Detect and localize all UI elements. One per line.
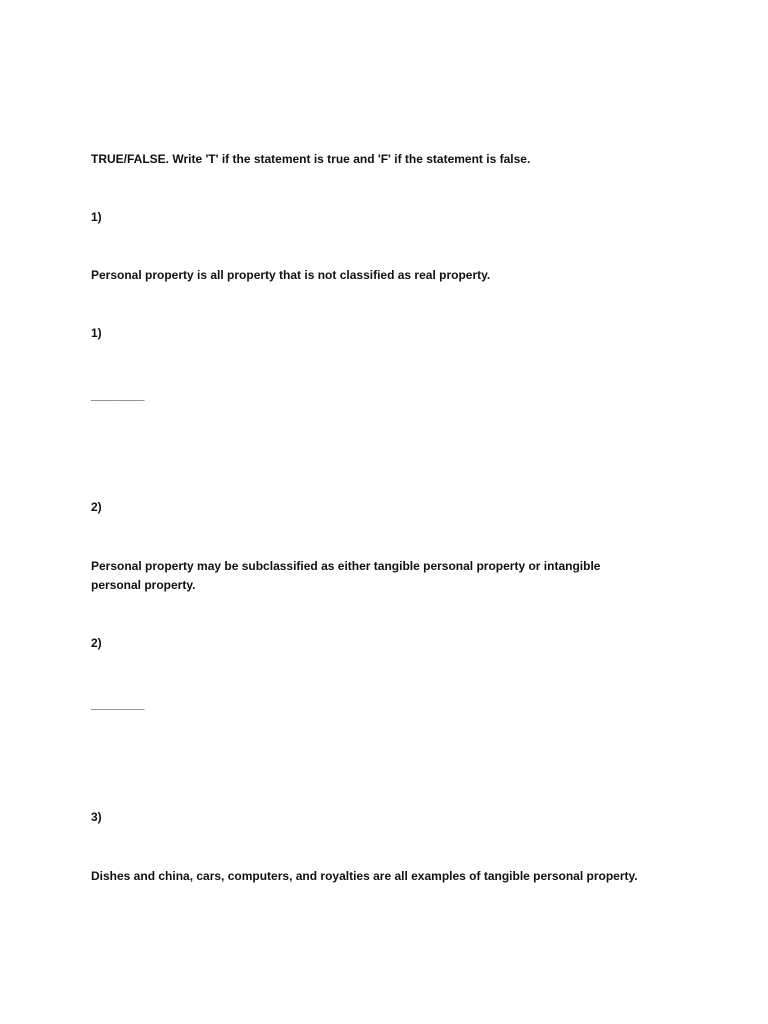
answer-1-blank: ________	[91, 388, 145, 402]
question-2-statement: Personal property may be subclassified as either tangible personal property or intangible personal property.	[91, 559, 601, 592]
question-2-number: 2)	[91, 500, 102, 514]
answer-1-number: 1)	[91, 326, 102, 340]
answer-2-number: 2)	[91, 636, 102, 650]
question-3-statement: Dishes and china, cars, computers, and royalties are all examples of tangible personal property.	[91, 869, 638, 883]
question-3-number: 3)	[91, 810, 102, 824]
instructions: TRUE/FALSE. Write 'T' if the statement is true and 'F' if the statement is false.	[91, 152, 531, 166]
question-1-statement: Personal property is all property that is not classified as real property.	[91, 268, 491, 282]
answer-2-blank: ________	[91, 697, 145, 711]
question-1-number: 1)	[91, 210, 102, 224]
